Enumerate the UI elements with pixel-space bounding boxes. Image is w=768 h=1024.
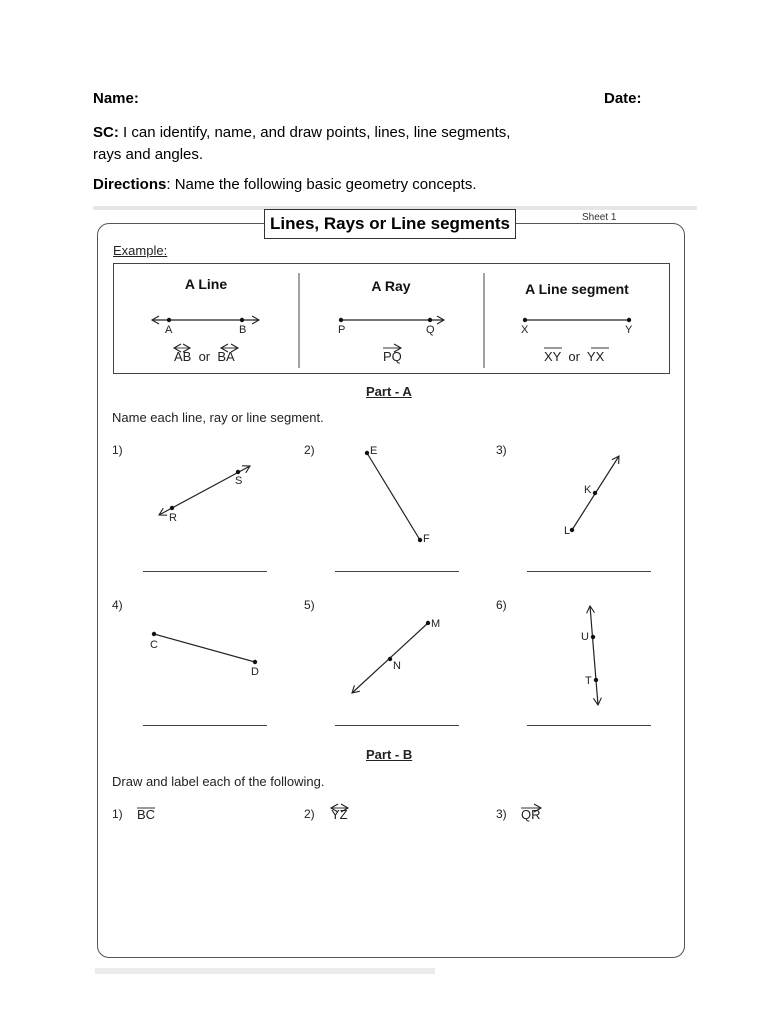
problem-4-num: 4): [112, 598, 123, 612]
part-b-1-num: 1): [112, 807, 123, 821]
label-a: A: [165, 324, 173, 336]
problem-5-num: 5): [304, 598, 315, 612]
sc-text-line2: rays and angles.: [93, 146, 204, 163]
part-a-instruction: Name each line, ray or line segment.: [112, 410, 324, 425]
label-n: N: [393, 660, 401, 672]
part-b-1-label: BC: [137, 807, 156, 822]
example-title-segment: A Line segment: [525, 281, 629, 297]
problem-6-line: [590, 606, 598, 705]
date-label: Date:: [604, 90, 642, 107]
part-b-title: Part - B: [366, 747, 413, 762]
label-s: S: [235, 475, 243, 487]
label-m: M: [431, 618, 441, 630]
name-label: Name:: [93, 90, 139, 107]
sc-text-line1: I can identify, name, and draw points, lines, line segments,: [118, 124, 511, 141]
answer-line-3[interactable]: [527, 571, 651, 572]
directions-label: Directions: [93, 176, 167, 193]
label-r: R: [169, 512, 177, 524]
example-label: Example:: [113, 243, 168, 258]
label-l: L: [564, 525, 571, 537]
problem-6-num: 6): [496, 598, 507, 612]
part-b-3-num: 3): [496, 807, 507, 821]
problem-1-num: 1): [112, 443, 123, 457]
problem-3-num: 3): [496, 443, 507, 457]
part-b-instruction: Draw and label each of the following.: [112, 774, 325, 789]
label-x: X: [521, 324, 529, 336]
problem-4-segment: [154, 634, 255, 662]
problem-2-num: 2): [304, 443, 315, 457]
answer-line-4[interactable]: [143, 725, 267, 726]
label-d: D: [251, 666, 259, 678]
sc-label: SC:: [93, 124, 119, 141]
notation-or-1: or: [198, 349, 211, 364]
label-y: Y: [625, 324, 633, 336]
part-b-3-label: QR: [521, 807, 541, 822]
label-q: Q: [426, 324, 435, 336]
label-f: F: [423, 533, 430, 545]
label-c: C: [150, 639, 158, 651]
worksheet-title: Lines, Rays or Line segments: [264, 209, 516, 239]
notation-ab: AB: [174, 349, 192, 364]
example-title-line: A Line: [184, 276, 228, 292]
notation-ba: BA: [217, 349, 235, 364]
part-b-2-label: YZ: [331, 807, 348, 822]
cropped-footer: [95, 968, 435, 974]
answer-line-2[interactable]: [335, 571, 459, 572]
notation-xy: XY: [544, 349, 562, 364]
label-t: T: [585, 675, 592, 687]
sheet-label: Sheet 1: [582, 212, 617, 223]
notation-pq: PQ: [383, 349, 402, 364]
directions-text: : Name the following basic geometry concepts.: [166, 176, 477, 193]
label-p: P: [338, 324, 346, 336]
label-u: U: [581, 631, 589, 643]
part-a-title: Part - A: [366, 384, 412, 399]
problem-2-segment: [367, 453, 420, 540]
part-b-2-num: 2): [304, 807, 315, 821]
label-k: K: [584, 484, 592, 496]
notation-yx: YX: [586, 349, 605, 364]
answer-line-6[interactable]: [527, 725, 651, 726]
answer-line-5[interactable]: [335, 725, 459, 726]
notation-or-2: or: [568, 349, 580, 364]
label-e: E: [370, 445, 378, 457]
answer-line-1[interactable]: [143, 571, 267, 572]
example-title-ray: A Ray: [371, 278, 411, 294]
label-b: B: [239, 324, 247, 336]
